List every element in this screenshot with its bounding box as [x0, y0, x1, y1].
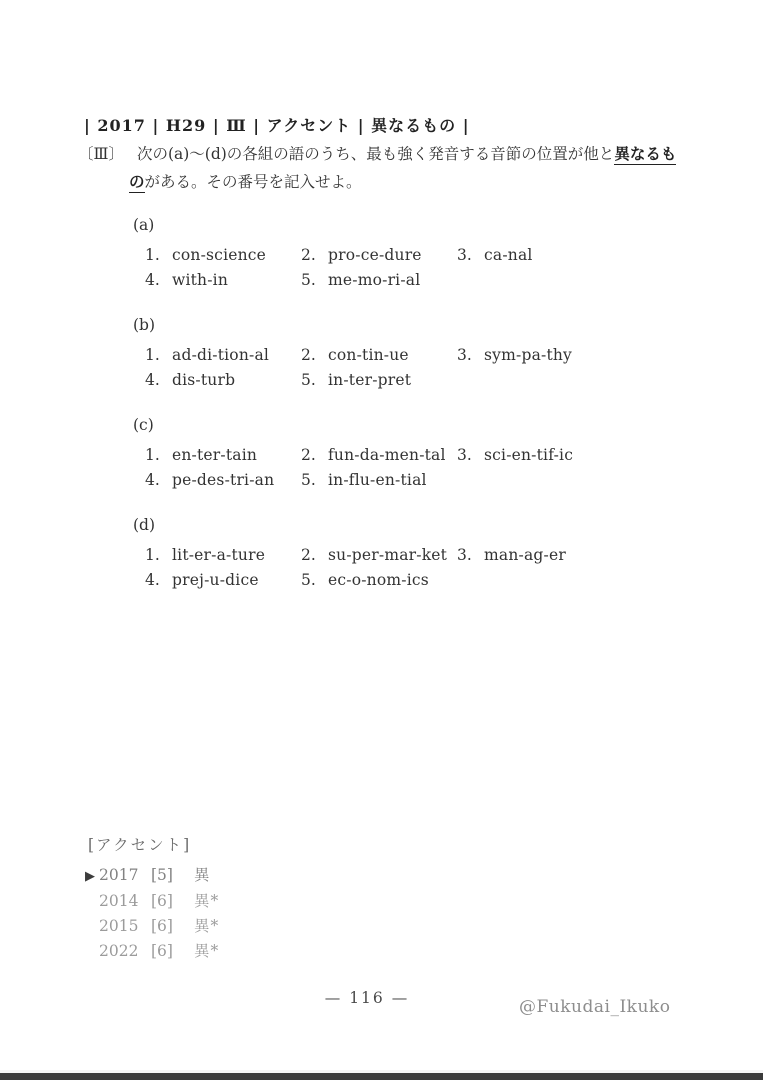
group-label: (a) — [133, 216, 155, 234]
entry-question-count: [6] — [151, 892, 173, 910]
word-row — [133, 368, 573, 393]
item-word: sci-en-tif-ic — [484, 446, 574, 464]
item-number: 1. — [145, 346, 160, 364]
archive-title: [アクセント] — [88, 836, 192, 854]
item-number: 1. — [145, 246, 160, 264]
item-word: me-mo-ri-al — [328, 271, 421, 289]
item-word: pro-ce-dure — [328, 246, 422, 264]
item-word: ad-di-tion-al — [172, 346, 270, 364]
item-word: fun-da-men-tal — [328, 446, 446, 464]
word-item — [145, 568, 301, 593]
question-line-1 — [78, 142, 676, 164]
entry-question-count: [6] — [151, 942, 173, 960]
item-number: 4. — [145, 471, 160, 489]
archive-index — [85, 836, 219, 964]
group-label: (d) — [133, 516, 156, 534]
word-item — [301, 343, 457, 368]
item-word: ec-o-nom-ics — [328, 571, 429, 589]
screenshot-bottom-bar — [0, 1073, 763, 1080]
item-number: 3. — [457, 546, 472, 564]
item-number: 2. — [301, 346, 316, 364]
item-word: with-in — [172, 271, 229, 289]
item-word: prej-u-dice — [172, 571, 259, 589]
entry-year: 2022 — [99, 942, 139, 960]
item-number: 1. — [145, 446, 160, 464]
item-word: in-flu-en-tial — [328, 471, 427, 489]
word-item — [145, 468, 301, 493]
word-item — [301, 568, 429, 593]
item-word: ca-nal — [484, 246, 533, 264]
archive-entries — [85, 863, 219, 964]
word-row — [133, 268, 573, 293]
word-item — [301, 443, 457, 468]
word-item — [301, 268, 420, 293]
word-group-c — [133, 416, 573, 493]
archive-entry-2015 — [85, 914, 219, 939]
page-number: — 116 — — [324, 989, 410, 1007]
item-number: 5. — [301, 471, 316, 489]
word-item — [301, 368, 411, 393]
word-group-b — [133, 316, 573, 393]
item-word: man-ag-er — [484, 546, 566, 564]
word-sections — [133, 216, 573, 616]
entry-year: 2015 — [99, 917, 139, 935]
word-row — [133, 543, 573, 568]
word-item — [457, 443, 573, 468]
question-emphasis-continued: の — [129, 172, 145, 191]
item-number: 2. — [301, 546, 316, 564]
word-item — [301, 243, 457, 268]
item-number: 5. — [301, 271, 316, 289]
archive-entry-2017 — [85, 863, 219, 889]
item-word: en-ter-tain — [172, 446, 258, 464]
word-item — [145, 543, 301, 568]
item-word: sym-pa-thy — [484, 346, 573, 364]
current-entry-triangle-icon: ▶ — [85, 869, 95, 884]
question-text-continued: がある。その番号を記入せよ。 — [144, 173, 362, 191]
item-word: in-ter-pret — [328, 371, 412, 389]
entry-question-count: [6] — [151, 917, 173, 935]
word-item — [145, 368, 301, 393]
item-number: 1. — [145, 546, 160, 564]
item-number: 4. — [145, 571, 160, 589]
word-item — [457, 243, 533, 268]
item-number: 4. — [145, 271, 160, 289]
entry-type-tag: 異 — [194, 866, 211, 884]
item-word: su-per-mar-ket — [328, 546, 448, 564]
entry-year: 2014 — [99, 892, 139, 910]
word-group-d — [133, 516, 573, 593]
question-header: | 2017 | H29 | Ⅲ | アクセント | 異なるもの | — [84, 116, 470, 135]
item-word: pe-des-tri-an — [172, 471, 275, 489]
question-number-label: 〔Ⅲ〕 — [78, 145, 124, 163]
entry-year: 2017 — [99, 866, 139, 884]
word-row — [133, 468, 573, 493]
item-word: lit-er-a-ture — [172, 546, 266, 564]
word-row — [133, 343, 573, 368]
watermark: @Fukudai_Ikuko — [519, 997, 671, 1017]
word-group-a — [133, 216, 573, 293]
group-label: (c) — [133, 416, 154, 434]
word-item — [145, 268, 301, 293]
entry-type-tag: 異* — [194, 917, 220, 935]
archive-entry-2014 — [85, 889, 219, 914]
item-number: 5. — [301, 371, 316, 389]
word-item — [457, 543, 566, 568]
item-number: 2. — [301, 446, 316, 464]
group-label: (b) — [133, 316, 156, 334]
word-item — [301, 543, 457, 568]
entry-type-tag: 異* — [194, 892, 220, 910]
item-number: 2. — [301, 246, 316, 264]
word-row — [133, 568, 573, 593]
item-number: 5. — [301, 571, 316, 589]
word-item — [145, 243, 301, 268]
word-row — [133, 243, 573, 268]
item-word: con-science — [172, 246, 267, 264]
word-item — [145, 343, 301, 368]
item-word: dis-turb — [172, 371, 236, 389]
question-line-2 — [129, 170, 362, 192]
item-number: 4. — [145, 371, 160, 389]
item-word: con-tin-ue — [328, 346, 409, 364]
question-emphasis: 異なるも — [614, 144, 677, 163]
entry-question-count: [5] — [151, 866, 173, 884]
word-item — [457, 343, 572, 368]
item-number: 3. — [457, 346, 472, 364]
screenshot-bottom-edge — [0, 1070, 763, 1080]
word-item — [145, 443, 301, 468]
word-row — [133, 443, 573, 468]
item-number: 3. — [457, 246, 472, 264]
entry-type-tag: 異* — [194, 942, 220, 960]
archive-entry-2022 — [85, 939, 219, 964]
question-text: 次の(a)～(d)の各組の語のうち、最も強く発音する音節の位置が他と — [136, 145, 615, 163]
word-item — [301, 468, 427, 493]
item-number: 3. — [457, 446, 472, 464]
